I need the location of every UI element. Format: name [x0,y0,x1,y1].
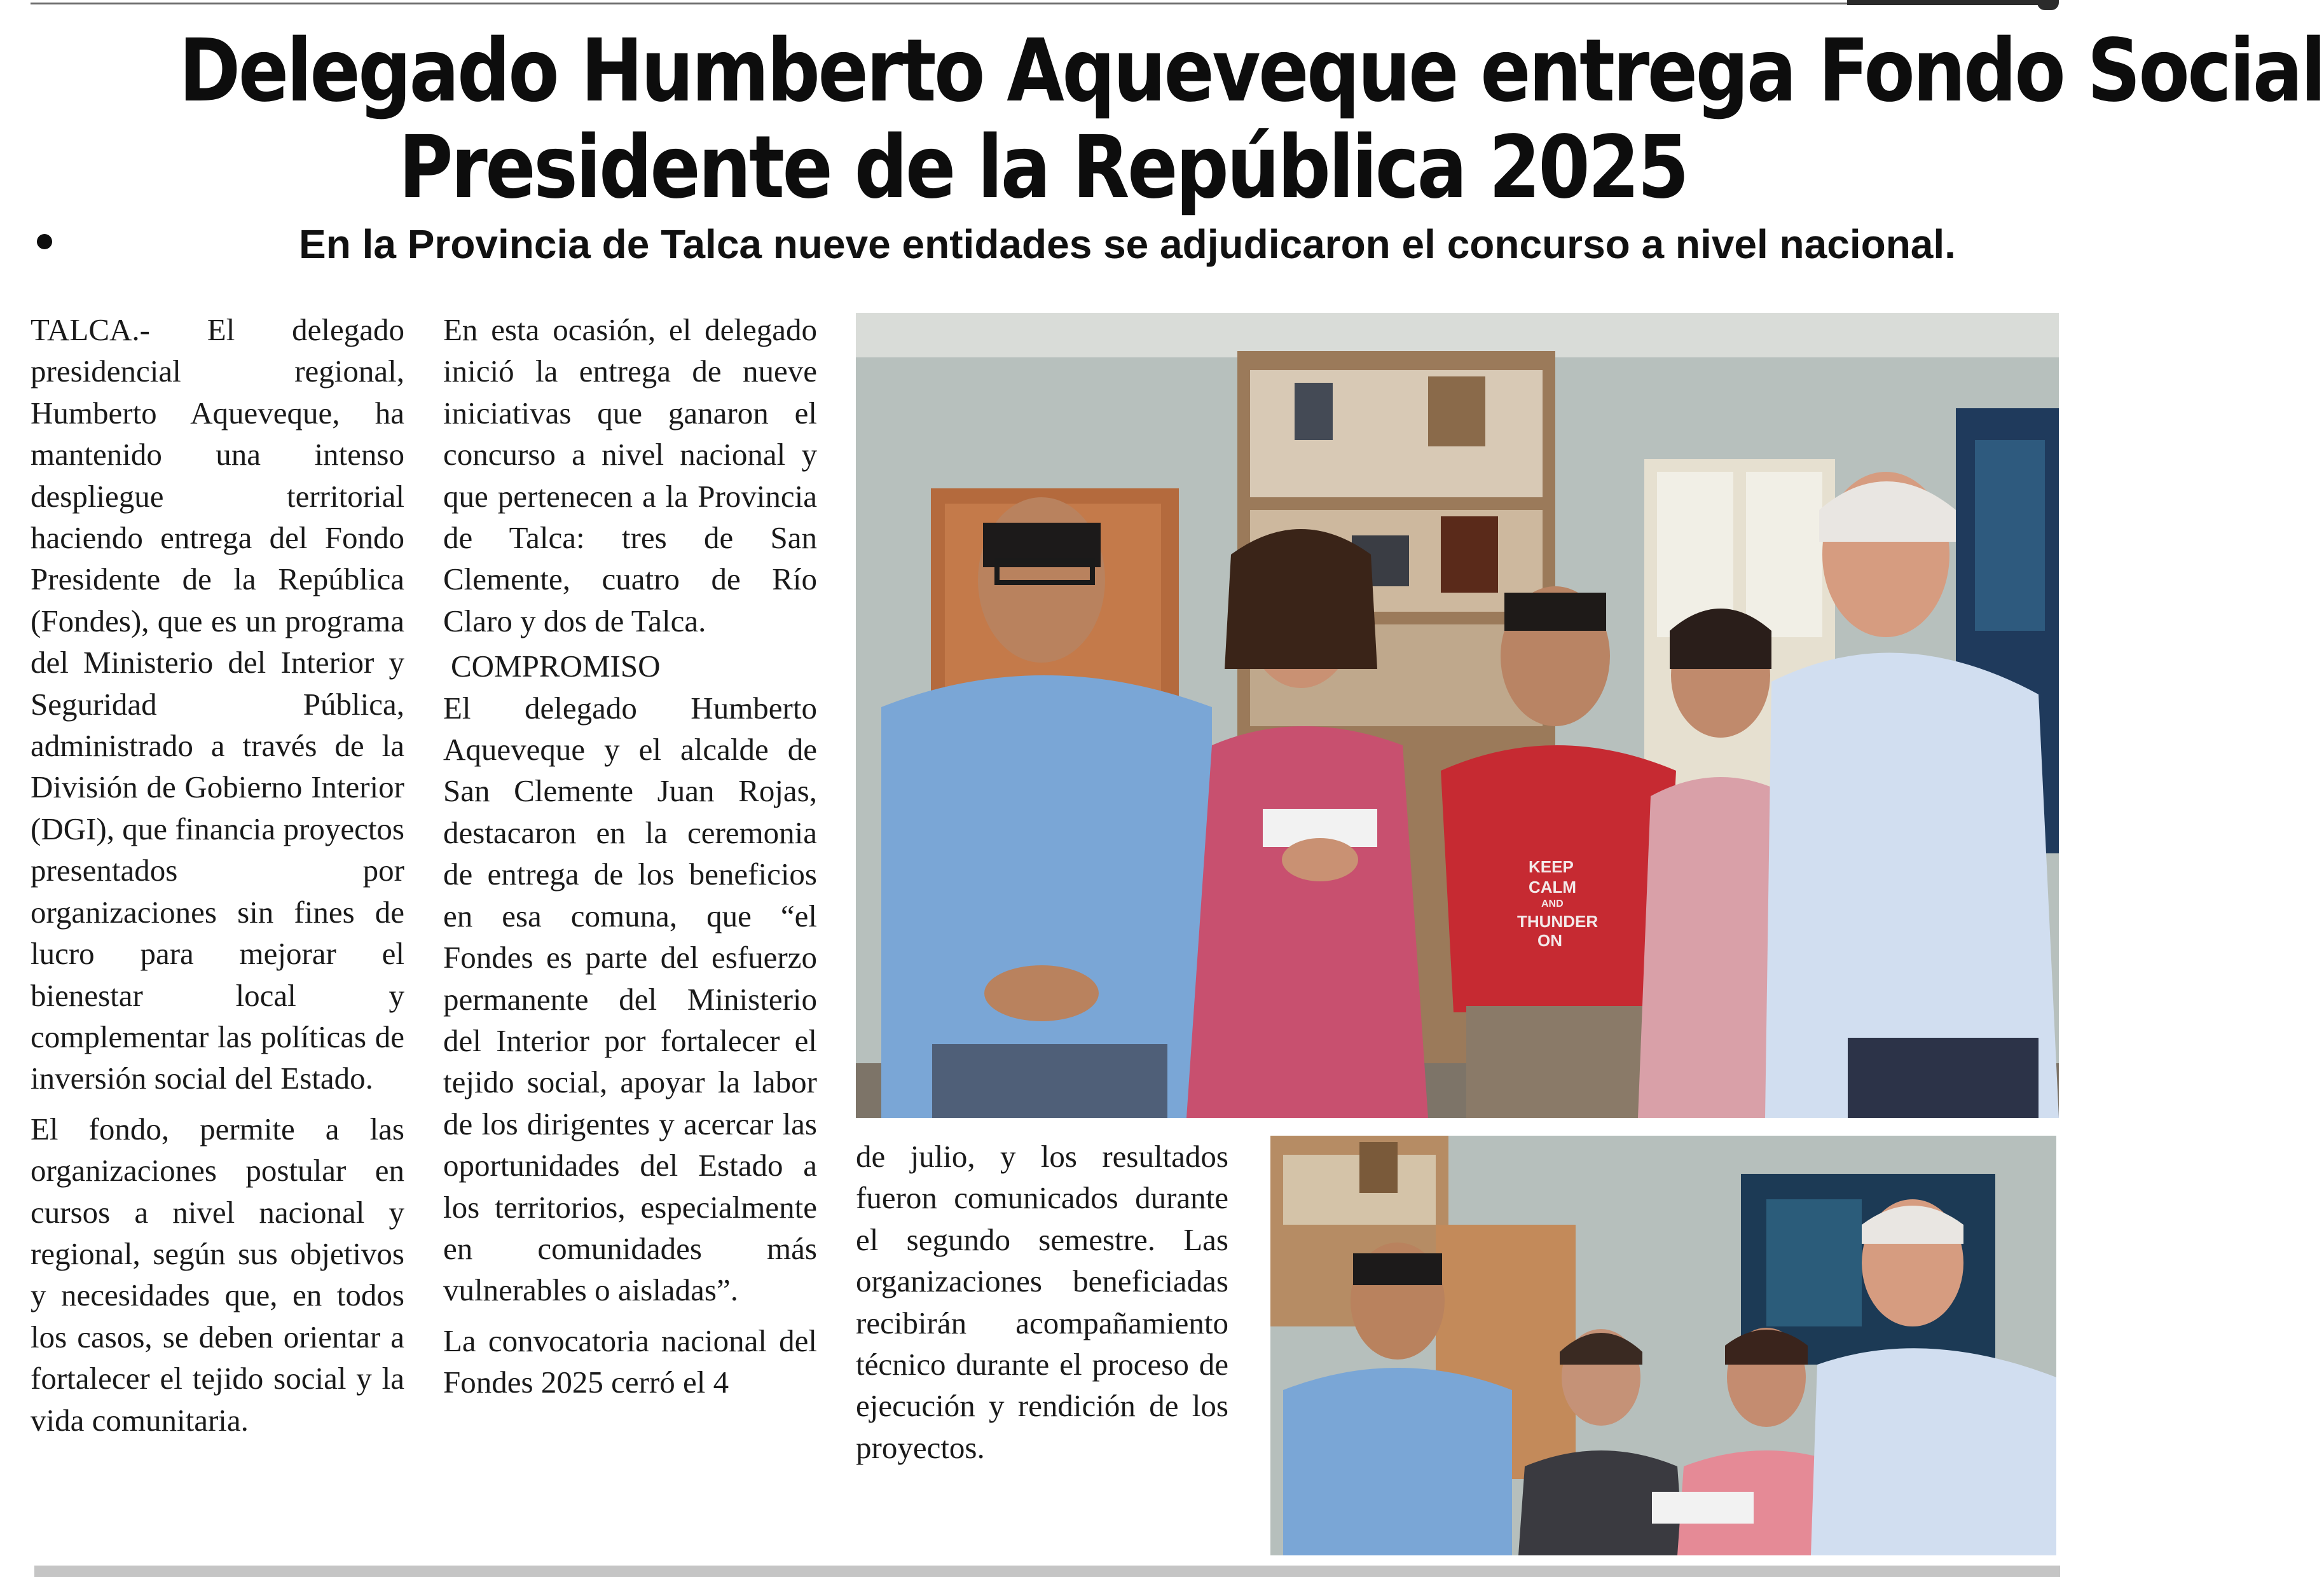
article-column-2 [443,309,817,1403]
section-heading: COMPROMISO [451,649,661,684]
headline [179,21,2324,218]
paragraph: La convocatoria nacional del Fondes 2025 cerró el 4 [443,1323,817,1400]
page-corner-tab [2037,0,2059,10]
subheadline: En la Provincia de Talca nueve entidades se adjudicaron el concurso a nivel nacional. [299,221,1956,267]
article-column-1 [31,309,404,1441]
headline-line-2: Presidente de la República 2025 [398,118,1688,218]
main-photo [856,313,2059,1118]
main-photo-image [856,313,2059,1118]
paragraph: TALCA.- El delegado presidencial regional, Humberto Aqueveque, ha mantenido una intenso despliegue territorial haciendo entrega del Fondo Presidente de la República (Fondes), que es un programa del Ministerio del Interior y Seguridad Pública, administrado a través de la División de Gobierno Interior (DGI), que financia proyectos presentados por organizaciones sin fines de lucro para mejorar el bienestar local y complementar las políticas de inversión social del Estado. [31,312,404,1096]
paragraph: de julio, y los resultados fueron comunicados durante el segundo semestre. Las organizaciones beneficiadas recibirán acompañamiento técnico durante el proceso de ejecución y rendición de los proyectos. [856,1139,1228,1465]
article-column-3 [856,1136,1228,1468]
top-rule [31,3,2046,4]
page-corner-mark [1847,0,2038,5]
secondary-photo [1270,1136,2056,1555]
headline-line-1: Delegado Humberto Aqueveque entrega Fondo Social [179,21,2324,121]
secondary-photo-image [1270,1136,2056,1555]
shirt-text-2: CALM [1529,878,1577,897]
bullet-icon [37,234,52,249]
paragraph: En esta ocasión, el delegado inició la entrega de nueve iniciativas que ganaron el concurso a nivel nacional y que pertenecen a la Provincia de Talca: tres de San Clemente, cuatro de Río Claro y dos de Talca. [443,312,817,638]
paragraph: El fondo, permite a las organizaciones postular en cursos a nivel nacional y regional, según sus objetivos y necesidades que, en todos los casos, se deben orientar a fortalecer el tejido social y la vida comunitaria. [31,1111,404,1438]
shirt-text-5: ON [1537,931,1562,950]
shirt-text-4: THUNDER [1517,912,1599,931]
paragraph: El delegado Humberto Aqueveque y el alcalde de San Clemente Juan Rojas, destacaron en la ceremonia de entrega de los beneficios en esa comuna, que “el Fondes es parte del esfuerzo permanente del Ministerio del Interior por fortalecer el tejido social, apoyar la labor de los dirigentes y acercar las oportunidades del Estado a los territorios, especialmente en comunidades más vulnerables o aisladas”. [443,690,817,1308]
shirt-text-1: KEEP [1529,857,1574,876]
shirt-text-3: AND [1541,899,1564,909]
bottom-rule [34,1566,2060,1577]
